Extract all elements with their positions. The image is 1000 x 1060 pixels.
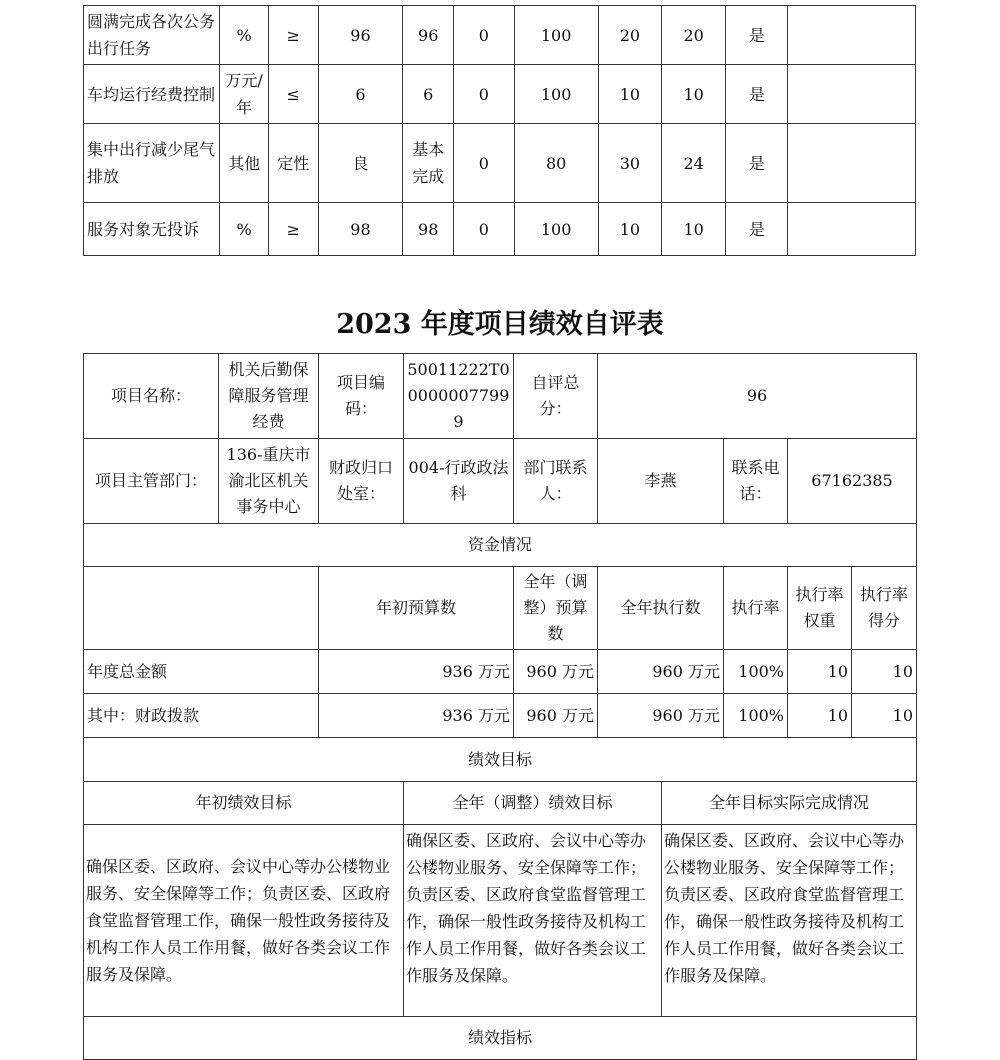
target-cell: 良 [318, 124, 402, 203]
project-code-value: 50011222T000000077999 [404, 354, 514, 439]
funds-section-title: 资金情况 [84, 524, 917, 567]
met-cell: 是 [726, 65, 788, 124]
funds-row-executed: 960 万元 [598, 694, 724, 738]
operator-cell: 定性 [268, 124, 318, 203]
deviation-cell: 0 [454, 124, 514, 203]
table-row [84, 65, 916, 124]
goal-initial-text: 确保区委、区政府、会议中心等办公楼物业服务、安全保障等工作；负责区委、区政府食堂监督管理工作，确保一般性政务接待及机构工作人员工作用餐，做好各类会议工作服务及保障。 [84, 825, 404, 1017]
score-cell: 10 [662, 65, 726, 124]
operator-cell: ≤ [268, 65, 318, 124]
funds-row-score: 10 [852, 694, 917, 738]
unit-cell: % [220, 203, 268, 256]
indicators-section-title: 绩效指标 [84, 1017, 917, 1060]
table-row [84, 694, 917, 738]
funds-row-adjusted: 960 万元 [514, 694, 598, 738]
project-code-label: 项目编码： [319, 354, 404, 439]
note-cell [788, 65, 916, 124]
goals-header-adjusted: 全年（调整）绩效目标 [404, 782, 662, 825]
target-cell: 98 [318, 203, 402, 256]
unit-cell: % [220, 6, 268, 65]
rate-cell: 100 [514, 6, 598, 65]
indicator-table [83, 5, 916, 256]
deviation-cell: 0 [454, 65, 514, 124]
met-cell: 是 [726, 6, 788, 65]
note-cell [788, 6, 916, 65]
goals-content-row [84, 825, 917, 1017]
table-row [84, 650, 917, 694]
deviation-cell: 0 [454, 203, 514, 256]
page-title: 2023 年度项目绩效自评表 [336, 309, 664, 340]
contact-value: 李燕 [598, 439, 724, 524]
funds-header-adjusted: 全年（调整）预算数 [514, 567, 598, 650]
deviation-cell: 0 [454, 6, 514, 65]
score-cell: 24 [662, 124, 726, 203]
weight-cell: 20 [598, 6, 661, 65]
note-cell [788, 203, 916, 256]
funds-row-score: 10 [852, 650, 917, 694]
funds-header-executed: 全年执行数 [598, 567, 724, 650]
indicators-section-row [84, 1017, 917, 1060]
score-cell: 20 [662, 6, 726, 65]
table-row [84, 124, 916, 203]
operator-cell: ≥ [268, 6, 318, 65]
funds-row-weight: 10 [788, 650, 852, 694]
target-cell: 96 [318, 6, 402, 65]
note-cell [788, 124, 916, 203]
funds-header-initial: 年初预算数 [319, 567, 514, 650]
info-row-department [84, 439, 917, 524]
department-label: 项目主管部门： [84, 439, 219, 524]
target-cell: 6 [318, 65, 402, 124]
rate-cell: 80 [514, 124, 598, 203]
operator-cell: ≥ [268, 203, 318, 256]
funds-row-label: 其中：财政拨款 [84, 694, 319, 738]
goal-adjusted-text: 确保区委、区政府、会议中心等办公楼物业服务、安全保障等工作；负责区委、区政府食堂监督管理工作，确保一般性政务接待及机构工作人员工作用餐，做好各类会议工作服务及保障。 [404, 825, 662, 1017]
met-cell: 是 [726, 124, 788, 203]
funds-header-weight: 执行率权重 [788, 567, 852, 650]
indicator-name: 服务对象无投诉 [84, 203, 220, 256]
table-row [84, 203, 916, 256]
rate-cell: 100 [514, 65, 598, 124]
rate-cell: 100 [514, 203, 598, 256]
project-name-label: 项目名称： [84, 354, 219, 439]
goals-header-row [84, 782, 917, 825]
finance-office-value: 004-行政政法科 [404, 439, 514, 524]
goals-header-actual: 全年目标实际完成情况 [662, 782, 917, 825]
indicator-name: 圆满完成各次公务出行任务 [84, 6, 220, 65]
funds-header-score: 执行率得分 [852, 567, 917, 650]
funds-row-weight: 10 [788, 694, 852, 738]
unit-cell: 万元/年 [220, 65, 268, 124]
project-name-value: 机关后勤保障服务管理经费 [219, 354, 319, 439]
phone-label: 联系电话： [724, 439, 788, 524]
funds-row-rate: 100% [724, 694, 788, 738]
funds-row-label: 年度总金额 [84, 650, 319, 694]
total-score-label: 自评总分： [514, 354, 598, 439]
funds-section-row [84, 524, 917, 567]
funds-row-rate: 100% [724, 650, 788, 694]
weight-cell: 10 [598, 65, 661, 124]
goals-header-initial: 年初绩效目标 [84, 782, 404, 825]
funds-row-executed: 960 万元 [598, 650, 724, 694]
funds-row-adjusted: 960 万元 [514, 650, 598, 694]
weight-cell: 10 [598, 203, 661, 256]
table-row [84, 6, 916, 65]
goal-actual-text: 确保区委、区政府、会议中心等办公楼物业服务、安全保障等工作；负责区委、区政府食堂监督管理工作，确保一般性政务接待及机构工作人员工作用餐，做好各类会议工作服务及保障。 [662, 825, 917, 1017]
self-evaluation-table [83, 353, 917, 1060]
funds-row-initial: 936 万元 [319, 694, 514, 738]
score-cell: 10 [662, 203, 726, 256]
finance-office-label: 财政归口处室： [319, 439, 404, 524]
indicator-name: 车均运行经费控制 [84, 65, 220, 124]
info-row-project [84, 354, 917, 439]
unit-cell: 其他 [220, 124, 268, 203]
funds-header-rate: 执行率 [724, 567, 788, 650]
weight-cell: 30 [598, 124, 661, 203]
contact-label: 部门联系人： [514, 439, 598, 524]
total-score-value: 96 [598, 354, 917, 439]
funds-row-initial: 936 万元 [319, 650, 514, 694]
department-value: 136-重庆市渝北区机关事务中心 [219, 439, 319, 524]
goals-section-title: 绩效目标 [84, 738, 917, 782]
phone-value: 67162385 [788, 439, 917, 524]
actual-cell: 6 [403, 65, 454, 124]
met-cell: 是 [726, 203, 788, 256]
goals-section-row [84, 738, 917, 782]
indicator-name: 集中出行减少尾气排放 [84, 124, 220, 203]
funds-header-row [84, 567, 917, 650]
actual-cell: 96 [403, 6, 454, 65]
actual-cell: 98 [403, 203, 454, 256]
actual-cell: 基本完成 [403, 124, 454, 203]
funds-header-blank [84, 567, 319, 650]
